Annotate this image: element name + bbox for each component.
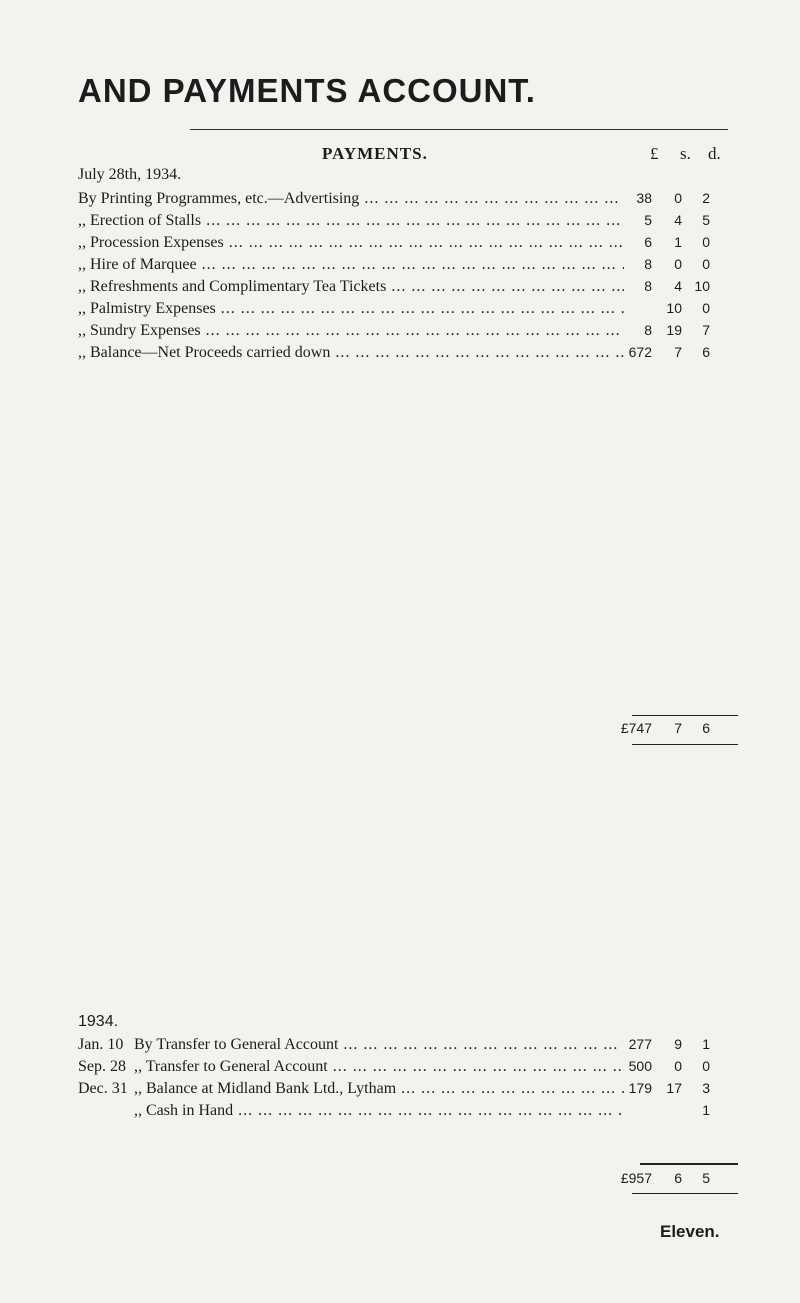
balance-pounds: 179 [628, 1080, 652, 1096]
total-pence: 5 [702, 1170, 710, 1186]
balance-pounds: 277 [628, 1036, 652, 1052]
payment-row [78, 256, 738, 278]
payment-pence: 5 [702, 212, 710, 228]
balance-pence: 1 [702, 1102, 710, 1118]
balance-description: ,, Balance at Midland Bank Ltd., Lytham ... . [134, 1080, 624, 1098]
payment-shillings: 10 [666, 300, 682, 316]
payment-row [78, 234, 738, 256]
payment-pence: 10 [694, 278, 710, 294]
payment-pounds: 6 [644, 234, 652, 250]
payments-total-bottom-rule [632, 744, 738, 745]
payment-pounds: 672 [628, 344, 652, 360]
balance-description: ,, Cash in Hand ... . [134, 1102, 624, 1120]
total-shillings: 6 [674, 1170, 682, 1186]
balance-row [78, 1080, 738, 1102]
payments-total [618, 720, 738, 740]
balance-row [78, 1102, 738, 1124]
payment-pence: 7 [702, 322, 710, 338]
shillings-column-header: s. [680, 144, 691, 163]
payment-pence: 0 [702, 256, 710, 272]
header-rule [190, 129, 728, 130]
payments-heading: PAYMENTS. [322, 144, 428, 163]
payment-shillings: 0 [674, 190, 682, 206]
balance-total-top-rule [640, 1163, 738, 1165]
page-title: AND PAYMENTS ACCOUNT. [78, 72, 536, 109]
payment-pence: 0 [702, 234, 710, 250]
balance-year: 1934. [78, 1013, 119, 1030]
balance-shillings: 17 [666, 1080, 682, 1096]
balance-description: By Transfer to General Account ... . [134, 1036, 624, 1054]
payment-description: ,, Erection of Stalls ... . [78, 212, 624, 230]
payment-row [78, 190, 738, 212]
payment-pounds: 8 [644, 278, 652, 294]
pence-column-header: d. [708, 144, 721, 163]
payment-description: ,, Sundry Expenses ... . [78, 322, 624, 340]
balance-total-bottom-rule [632, 1193, 738, 1194]
payment-row [78, 322, 738, 344]
pounds-column-header: £ [650, 144, 659, 163]
payment-row [78, 344, 738, 366]
balance-shillings: 9 [674, 1036, 682, 1052]
balance-date: Sep. 28 [78, 1058, 126, 1075]
balance-pence: 3 [702, 1080, 710, 1096]
balance-date: Dec. 31 [78, 1080, 128, 1097]
payment-shillings: 1 [674, 234, 682, 250]
payment-row [78, 300, 738, 322]
total-pounds: £957 [620, 1170, 652, 1186]
payment-description: ,, Hire of Marquee ... . [78, 256, 624, 274]
payments-total-top-rule [632, 715, 738, 716]
payments-date: July 28th, 1934. [78, 166, 182, 183]
payment-pounds: 5 [644, 212, 652, 228]
payment-description: ,, Procession Expenses ... . [78, 234, 624, 252]
payment-description: By Printing Programmes, etc.—Advertising ... . [78, 190, 624, 208]
balance-total [618, 1170, 738, 1190]
balance-row [78, 1058, 738, 1080]
payment-pence: 6 [702, 344, 710, 360]
payment-shillings: 19 [666, 322, 682, 338]
payment-description: ,, Palmistry Expenses ... . [78, 300, 624, 318]
balance-date: Jan. 10 [78, 1036, 124, 1053]
payment-row [78, 212, 738, 234]
balance-row [78, 1036, 738, 1058]
total-pounds: £747 [620, 720, 652, 736]
balance-pence: 0 [702, 1058, 710, 1074]
payment-shillings: 0 [674, 256, 682, 272]
balance-pence: 1 [702, 1036, 710, 1052]
balance-description: ,, Transfer to General Account ... . [134, 1058, 624, 1076]
balance-shillings: 0 [674, 1058, 682, 1074]
total-shillings: 7 [674, 720, 682, 736]
payment-description: ,, Refreshments and Complimentary Tea Tickets ... . [78, 278, 624, 296]
payment-shillings: 4 [674, 278, 682, 294]
payment-pounds: 38 [636, 190, 652, 206]
payment-pounds: 8 [644, 322, 652, 338]
payment-shillings: 4 [674, 212, 682, 228]
payment-pence: 0 [702, 300, 710, 316]
payment-description: ,, Balance—Net Proceeds carried down ... . [78, 344, 624, 362]
payment-shillings: 7 [674, 344, 682, 360]
payment-pounds: 8 [644, 256, 652, 272]
page-number: Eleven. [660, 1222, 720, 1241]
total-pence: 6 [702, 720, 710, 736]
payment-pence: 2 [702, 190, 710, 206]
payment-row [78, 278, 738, 300]
balance-pounds: 500 [628, 1058, 652, 1074]
